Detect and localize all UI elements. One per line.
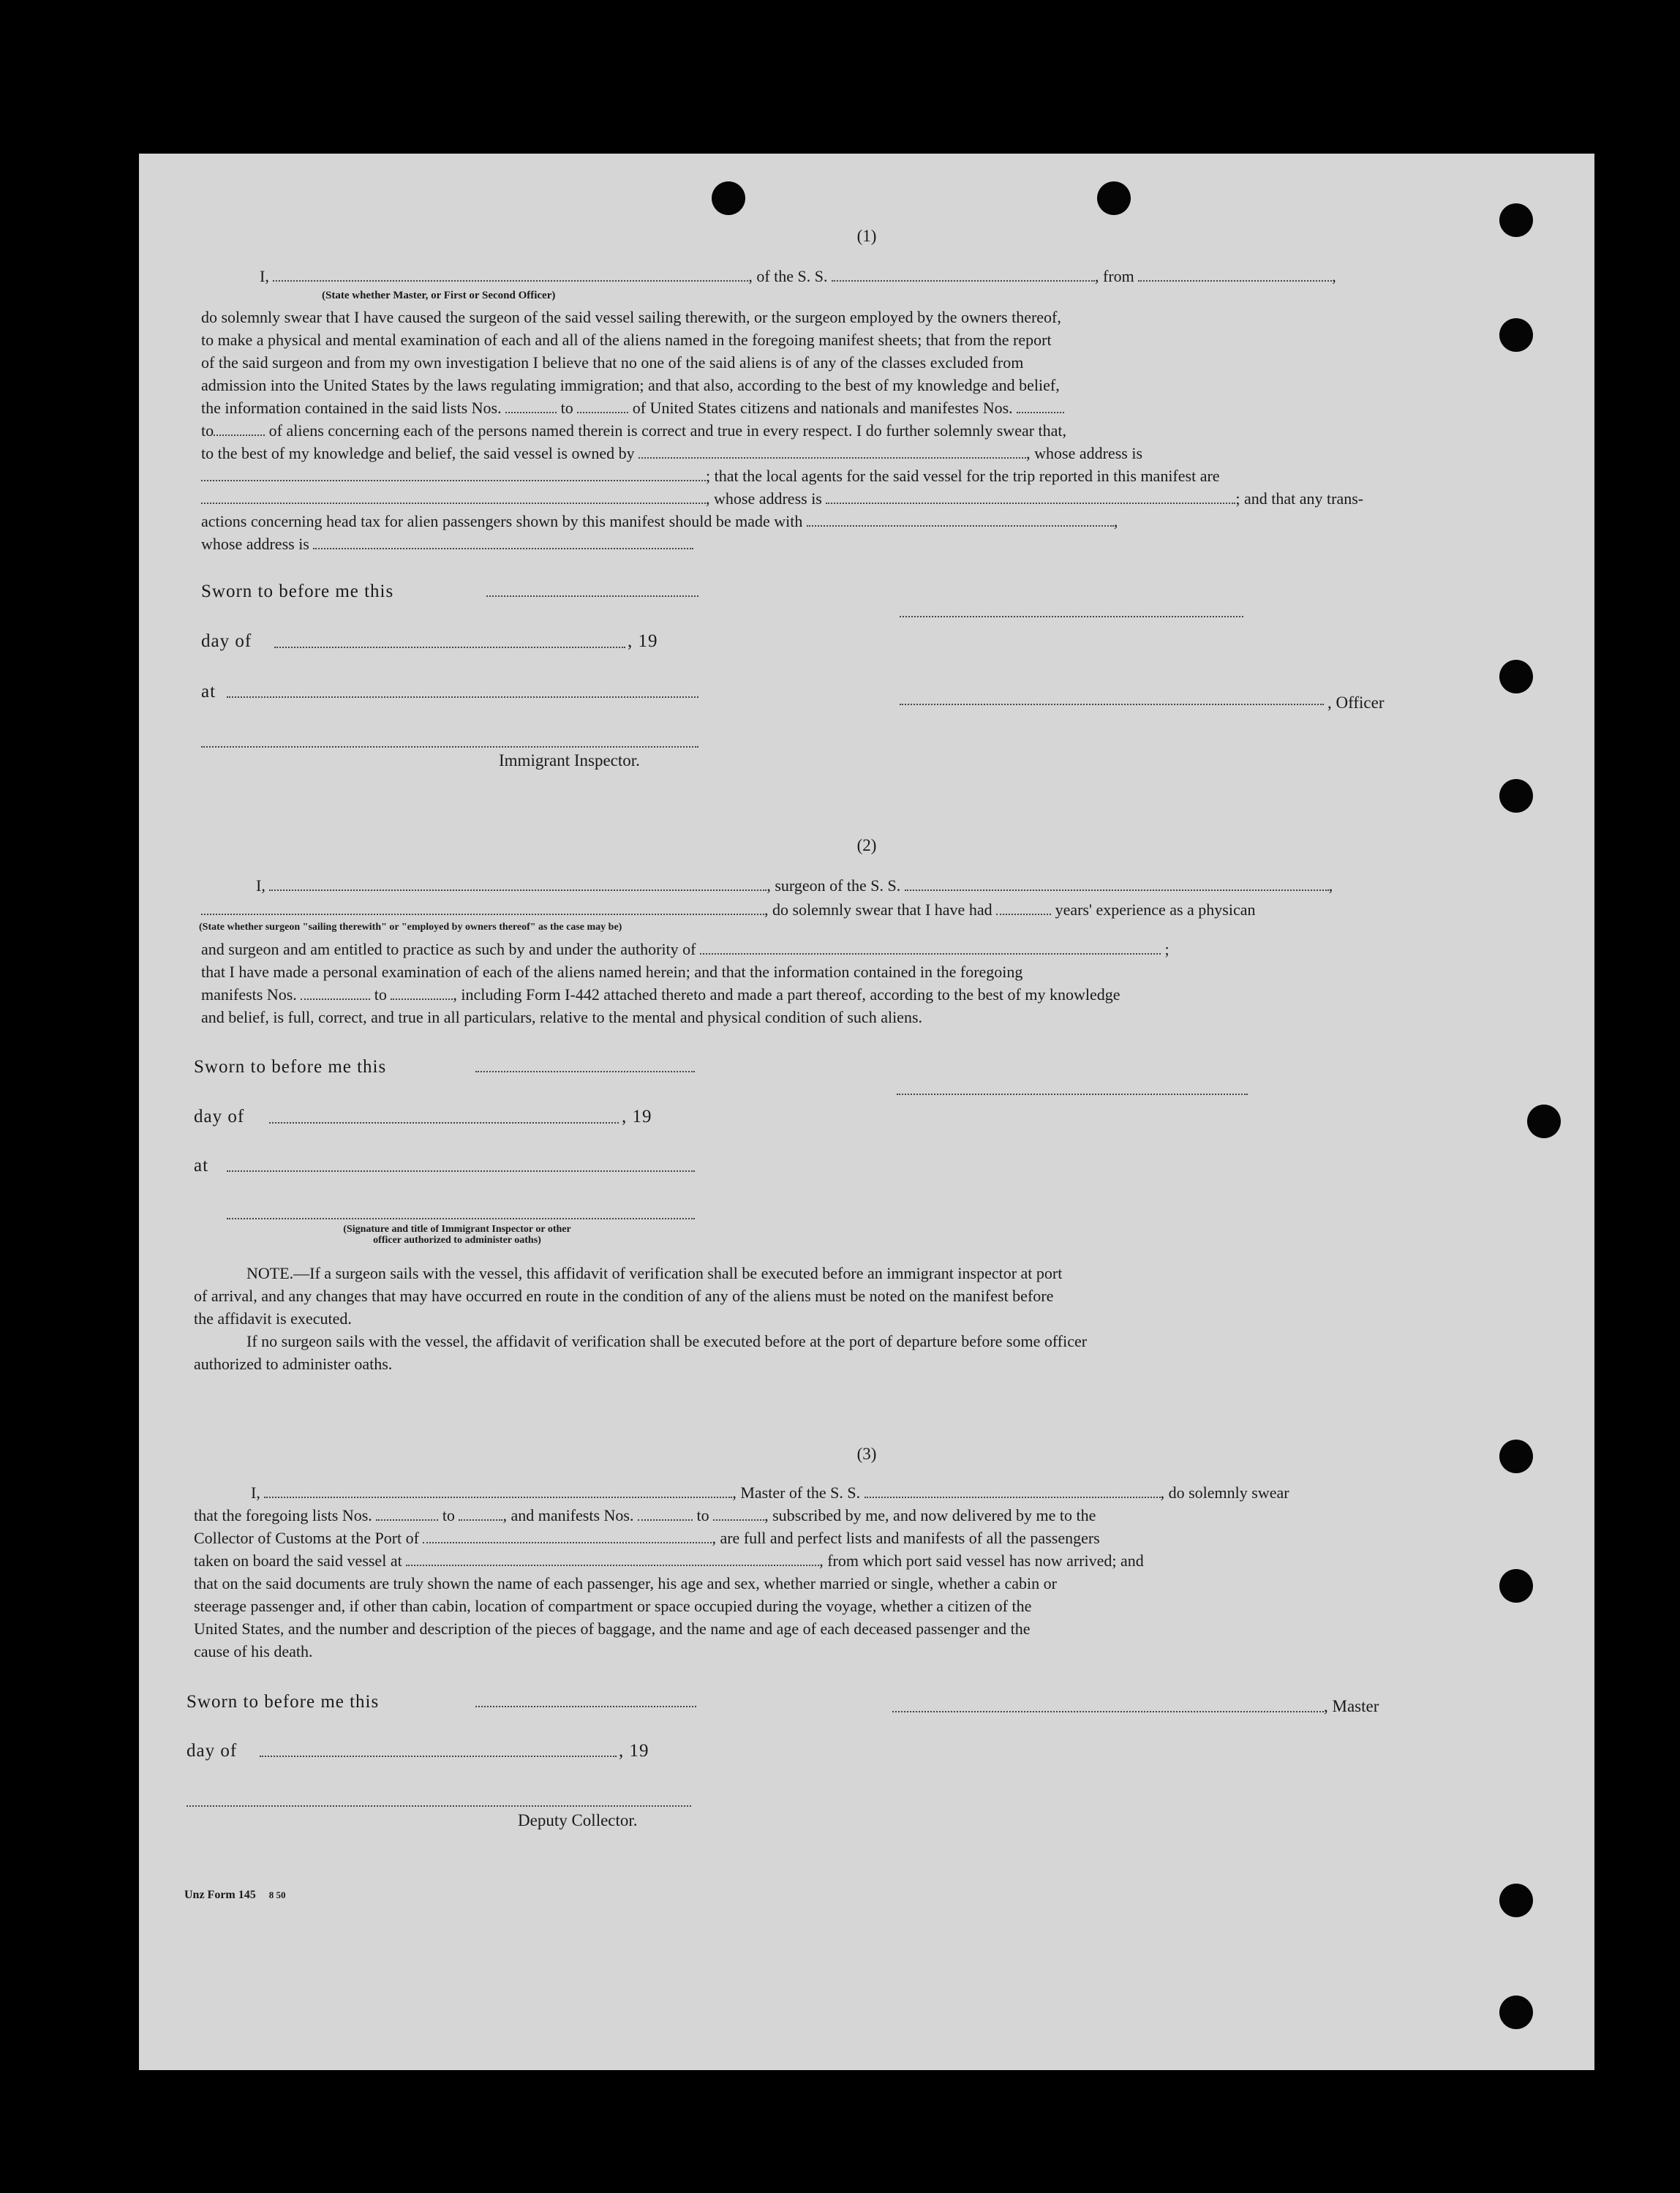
lists-to-field[interactable]: [577, 397, 628, 413]
section3-text: Collector of Customs at the Port of: [194, 1529, 419, 1547]
section1-at-field[interactable]: [227, 696, 698, 698]
section1-of-ss: , of the S. S.: [748, 267, 828, 285]
section3-lists-to-field[interactable]: [459, 1505, 502, 1521]
section3-lists-from-field[interactable]: [376, 1505, 438, 1521]
section3-sworn-field[interactable]: [475, 1706, 696, 1707]
section1-body-line: [201, 442, 1536, 464]
section1-line1: I, , of the S. S. , from ,: [260, 267, 1336, 285]
section1-body-text: ; and that any trans-: [1235, 489, 1364, 508]
section1-body-line: [201, 396, 1536, 419]
section1-body-text: whose address is: [201, 535, 309, 553]
section1-sworn-label: Sworn to before me this: [201, 582, 394, 601]
section1-body-line: [201, 464, 1536, 487]
section1-body-line: [201, 487, 1536, 510]
manifests-to-field[interactable]: [214, 420, 265, 436]
punch-hole: [1499, 1995, 1533, 2029]
section2-body-text: and surgeon and am entitled to practice as such by and under the authority of: [201, 940, 696, 958]
section1-year-label: , 19: [628, 631, 658, 651]
section3-text: that the foregoing lists Nos.: [194, 1506, 372, 1524]
section2-body-line: and belief, is full, correct, and true in all particulars, relative to the mental and physical condition of such aliens.: [201, 1008, 923, 1026]
section2-sworn-label: Sworn to before me this: [194, 1057, 387, 1077]
section3-text: , and manifests Nos.: [502, 1506, 634, 1524]
form-name: Unz Form 145: [184, 1889, 256, 1901]
section3-day-field[interactable]: [260, 1756, 617, 1757]
section3-line: [194, 1504, 1536, 1527]
section2-I: I,: [256, 876, 265, 895]
section2-year-label: , 19: [622, 1107, 652, 1126]
section2-manifest-to-field[interactable]: [391, 984, 453, 1000]
section1-body-text: to: [560, 399, 573, 417]
surgeon-status-field[interactable]: [201, 899, 764, 915]
form-number: [184, 1889, 286, 1902]
section3-manifests-from-field[interactable]: [638, 1505, 693, 1521]
section3-master-line[interactable]: [892, 1711, 1324, 1712]
owner-field[interactable]: [639, 443, 1026, 459]
punch-hole: [712, 181, 745, 215]
section1-body-text: of United States citizens and nationals and manifestes Nos.: [632, 399, 1013, 417]
section2-number: (2): [856, 836, 877, 854]
section1-body-text: the information contained in the said lists Nos.: [201, 399, 502, 417]
section3-deputy-line[interactable]: [187, 1805, 691, 1807]
section2-at-field[interactable]: [227, 1170, 695, 1172]
section3-text: , Master of the S. S.: [732, 1483, 861, 1502]
section2-signature-line[interactable]: [897, 1094, 1248, 1095]
section1-day-field[interactable]: [274, 647, 625, 648]
section1-body-line: [201, 533, 1536, 555]
officer-name-field[interactable]: [273, 266, 748, 282]
section1-body-text: actions concerning head tax for alien passengers shown by this manifest should be made with: [201, 512, 803, 530]
section2-line1: I, , surgeon of the S. S. ,: [256, 876, 1333, 895]
section3-text: , are full and perfect lists and manifests of all the passengers: [712, 1529, 1100, 1547]
section1-paragraph: [201, 306, 1536, 555]
punch-hole: [1499, 779, 1533, 813]
section3-master-label: , Master: [1324, 1697, 1379, 1715]
section1-from: , from: [1095, 267, 1134, 285]
section1-body-line: of the said surgeon and from my own investigation I believe that no one of the said aliens is of any of the classes excluded from: [201, 353, 1024, 372]
section1-body-text: , whose address is: [706, 489, 822, 508]
section3-line: [194, 1527, 1536, 1549]
section1-officer-line[interactable]: [900, 704, 1324, 705]
agents-address-field[interactable]: [826, 488, 1235, 504]
punch-hole: [1527, 1105, 1561, 1138]
section3-line: United States, and the number and description of the pieces of baggage, and the name and age of each deceased passenger and the: [194, 1620, 1031, 1638]
head-tax-contact-field[interactable]: [807, 511, 1114, 527]
section1-body-line: to make a physical and mental examination of each and all of the aliens named in the foregoing manifest sheets; that from the report: [201, 331, 1052, 349]
head-tax-address-field[interactable]: [313, 533, 693, 549]
section2-body-text: manifests Nos.: [201, 985, 297, 1004]
form-code: 8 50: [268, 1889, 286, 1900]
agents-field[interactable]: [201, 488, 706, 504]
section3-text: taken on board the said vessel at: [194, 1551, 402, 1570]
section3-text: , do solemnly swear: [1160, 1483, 1289, 1502]
section3-year-label: , 19: [619, 1741, 649, 1761]
section1-number: (1): [856, 227, 877, 245]
section2-surgeon-of-ss: , surgeon of the S. S.: [766, 876, 901, 895]
punch-hole: [1499, 1884, 1533, 1917]
lists-from-field[interactable]: [505, 397, 557, 413]
section1-signature-line[interactable]: [900, 616, 1243, 617]
section3-manifests-to-field[interactable]: [713, 1505, 764, 1521]
section3-text: to: [696, 1506, 709, 1524]
section2-sig-note: [241, 1224, 673, 1246]
punch-hole: [1097, 181, 1131, 215]
section1-body-text: to the best of my knowledge and belief, the said vessel is owned by: [201, 444, 635, 462]
section3-line: cause of his death.: [194, 1642, 313, 1660]
section3-text: , from which port said vessel has now arrived; and: [819, 1551, 1144, 1570]
section1-inspector-line[interactable]: [201, 746, 698, 748]
section2-day-label: day of: [194, 1107, 245, 1126]
surgeon-name-field[interactable]: [269, 875, 766, 891]
departure-port-field[interactable]: [1138, 266, 1332, 282]
section3-line: [194, 1481, 1536, 1504]
section1-body-line: actions concerning head tax for alien passengers shown by this manifest should be made with ,: [201, 512, 1118, 530]
section3-number: (3): [856, 1445, 877, 1463]
section2-note: [194, 1262, 1536, 1375]
section3-deputy-label: Deputy Collector.: [518, 1811, 638, 1829]
years-experience-field[interactable]: [996, 899, 1051, 915]
section2-body-line: that I have made a personal examination of each of the aliens named herein; and that the information contained in the foregoing: [201, 963, 1023, 981]
note-line: If no surgeon sails with the vessel, the affidavit of verification shall be executed before at the port of departure before some officer: [246, 1332, 1088, 1350]
section3-line: [194, 1549, 1536, 1572]
section2-body-line: and surgeon and am entitled to practice as such by and under the authority of ;: [201, 940, 1169, 958]
section3-line: that on the said documents are truly shown the name of each passenger, his age and sex, whether married or single, whether a cabin or: [194, 1574, 1057, 1592]
section2-line2: [201, 898, 1536, 921]
section3-text: , subscribed by me, and now delivered by me to the: [764, 1506, 1096, 1524]
port-of-entry-field[interactable]: [423, 1527, 712, 1543]
note-line: of arrival, and any changes that may have occurred en route in the condition of any of the aliens must be noted on the manifest before: [194, 1287, 1054, 1305]
owner-address-field[interactable]: [201, 465, 706, 481]
section2-swear-text: , do solemnly swear that I have had: [764, 900, 992, 919]
section2-body-text: , including Form I-442 attached thereto and made a part thereof, according to the best of my knowledge: [453, 985, 1120, 1004]
section1-inspector-label: Immigrant Inspector.: [499, 751, 640, 770]
section2-sworn-field[interactable]: [475, 1071, 695, 1072]
section3-sworn-label: Sworn to before me this: [187, 1692, 380, 1712]
section2-inspector-line[interactable]: [227, 1218, 695, 1219]
section3-vessel-field[interactable]: [865, 1482, 1161, 1498]
section2-body-text: to: [374, 985, 387, 1004]
punch-hole: [1499, 660, 1533, 693]
section1-officer-label: , Officer: [1327, 693, 1385, 712]
section2-swear-text: years' experience as a physican: [1055, 900, 1256, 919]
manifests-from-field[interactable]: [1017, 397, 1064, 413]
section1-state-note: (State whether Master, or First or Second Officer): [322, 290, 556, 301]
document-sheet: [139, 154, 1594, 2070]
master-name-field[interactable]: [264, 1482, 732, 1498]
section1-body-line: [201, 419, 1536, 442]
section1-body-line: do solemnly swear that I have caused the surgeon of the said vessel sailing therewith, or the surgeon employed by the owners thereof,: [201, 308, 1061, 326]
vessel-name-field[interactable]: [832, 266, 1095, 282]
section2-sig-note-line: (Signature and title of Immigrant Inspector or other: [343, 1224, 571, 1235]
section3-line: steerage passenger and, if other than cabin, location of compartment or space occupied during the voyage, whether a citizen of the: [194, 1597, 1032, 1615]
section1-sworn-field[interactable]: [486, 595, 698, 597]
section2-state-note: (State whether surgeon "sailing therewith" or "employed by owners thereof" as the case may be): [199, 922, 622, 933]
section1-body-text: to: [201, 421, 214, 440]
section1-I: I,: [260, 267, 269, 285]
section1-day-label: day of: [201, 631, 252, 651]
section2-sig-note-line: officer authorized to administer oaths): [373, 1235, 541, 1246]
section2-paragraph: [201, 938, 1536, 1028]
section2-vessel-field[interactable]: [905, 875, 1329, 891]
section1-body-text: ; that the local agents for the said vessel for the trip reported in this manifest are: [706, 467, 1220, 485]
section2-body-line: [201, 983, 1536, 1006]
section1-body-line: admission into the United States by the laws regulating immigration; and that also, according to the best of my knowledge and belief,: [201, 376, 1060, 394]
authority-field[interactable]: [700, 938, 1161, 955]
section2-at-label: at: [194, 1156, 209, 1176]
section1-at-label: at: [201, 682, 216, 701]
note-line: authorized to administer oaths.: [194, 1355, 393, 1373]
section3-paragraph: [194, 1481, 1536, 1663]
port-of-embarkation-field[interactable]: [406, 1550, 819, 1566]
section3-day-label: day of: [187, 1741, 238, 1761]
section1-body-text: , whose address is: [1026, 444, 1143, 462]
section3-I: I,: [251, 1483, 260, 1502]
section2-manifest-from-field[interactable]: [301, 984, 370, 1000]
note-line: the affidavit is executed.: [194, 1309, 352, 1328]
section3-text: to: [442, 1506, 455, 1524]
section2-day-field[interactable]: [269, 1122, 619, 1124]
note-line: NOTE.—If a surgeon sails with the vessel, this affidavit of verification shall be executed before an immigrant inspector at port: [246, 1264, 1063, 1282]
section1-body-text: of aliens concerning each of the persons named therein is correct and true in every respect. I do further solemnly swear that,: [268, 421, 1067, 440]
